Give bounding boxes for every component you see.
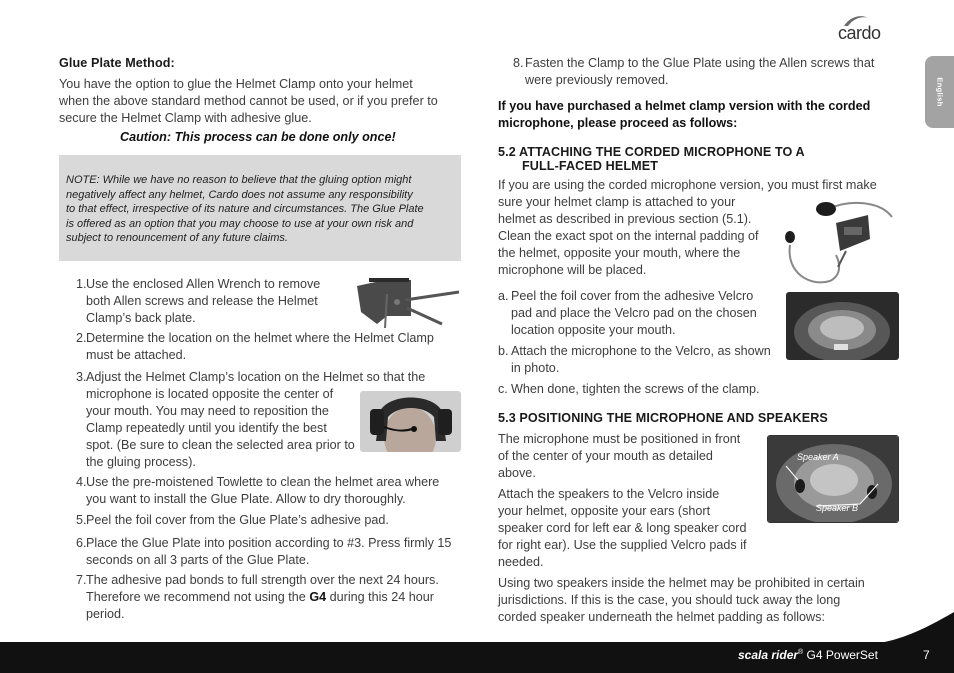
section-5-3-paragraph-1: The microphone must be positioned in front of the center of your mouth as detailed above. [498,432,741,480]
intro-line: You have the option to glue the Helmet Clamp onto your helmet [59,77,413,91]
section-5-3-title: 5.3 POSITIONING THE MICROPHONE AND SPEAKERS [498,411,828,425]
rider-headset-photo [360,391,461,452]
intro-line: secure the Helmet Clamp with adhesive glue. [59,111,312,125]
intro-line: when the above standard method cannot be used, or if you prefer to [59,94,438,108]
clamp-wrench-photo [347,272,463,332]
note-line: subject to renouncement of any future claims. [66,232,288,244]
step-c: c. When done, tighten the screws of the clamp. [498,382,760,396]
step-a: a. Peel the foil cover from the adhesive Velcro pad and place the Velcro pad on the chosen location opposite your mouth. [498,289,757,337]
note-line: NOTE: While we have no reason to believe that the gluing option might [66,174,412,186]
note-line: to that effect, irrespective of its nature and circumstances. The Glue Plate [66,203,424,215]
logo-wordmark: cardo [838,23,881,43]
step-3: 3. Adjust the Helmet Clamp’s location on the Helmet so that the microphone is located opposite the center of your mouth. You may need to reposition the Clamp repeatedly until you identify the best spot. (Be sure to clean the selected area prior to the gluing process). [76,370,426,469]
speaker-b-label: Speaker B [816,503,859,513]
section-5-3-paragraph-2: Attach the speakers to the Velcro inside your helmet, opposite your ears (short speaker cord for left ear & long speaker cord for right ear). Use the supplied Velcro pads if needed. [498,487,747,569]
glue-plate-heading: Glue Plate Method: [59,56,175,70]
page-footer [0,642,954,673]
step-b: b. Attach the microphone to the Velcro, as shown in photo. [498,344,771,375]
section-5-2-title: 5.2 ATTACHING THE CORDED MICROPHONE TO A FULL-FACED HELMET [498,145,805,173]
step-1: 1. Use the enclosed Allen Wrench to remove both Allen screws and release the Helmet Clamp’s back plate. [76,277,321,325]
product-name: scala rider® G4 PowerSet [738,648,878,662]
note-line: is offered as an option that you may choose to use at your own risk and [66,217,414,230]
helmet-speakers-photo [767,435,899,523]
step-8: 8. Fasten the Clamp to the Glue Plate using the Allen screws that were previously removed. [513,56,875,87]
section-5-3-paragraph-3: Using two speakers inside the helmet may be prohibited in certain jurisdictions. If this is the case, you should tuck away the long corded speaker underneath the helmet padding as follows: [498,576,865,624]
cardo-logo [836,12,886,44]
corded-microphone-photo [780,195,896,287]
page-number: 7 [923,648,930,662]
footer-curve-icon [870,612,954,644]
section-5-2-paragraph: If you are using the corded microphone version, you must first make sure your helmet clamp is attached to your helmet as described in previous section (5.1). Clean the exact spot on the internal padding of the helmet, opposite your mouth, where the microphone will be placed. [498,178,877,277]
language-tab[interactable] [925,56,954,128]
speaker-a-label: Speaker A [797,452,839,462]
language-tab-label: English [935,77,944,107]
glue-plate-intro [59,76,469,127]
helmet-velcro-photo [786,292,899,360]
note-line: negatively affect any helmet, Cardo does not assume any responsibility [66,188,413,201]
step-4: 4. Use the pre-moistened Towlette to clean the helmet area where you want to install the Glue Plate. Allow to dry thoroughly. [76,475,440,506]
note-box [59,155,461,261]
corded-mic-intro: If you have purchased a helmet clamp version with the corded microphone, please proceed as follows: [498,99,871,130]
step-2: 2. Determine the location on the helmet where the Helmet Clamp must be attached. [76,331,434,362]
caution-text: Caution: This process can be done only once! [120,130,396,144]
step-7: 7. The adhesive pad bonds to full strength over the next 24 hours. Therefore we recommend not using the G4 during this 24 hour period. [76,573,439,621]
step-5: 5. Peel the foil cover from the Glue Plate’s adhesive pad. [76,513,389,527]
step-6: 6. Place the Glue Plate into position according to #3. Press firmly 15 seconds on all 3 parts of the Glue Plate. [76,536,452,567]
